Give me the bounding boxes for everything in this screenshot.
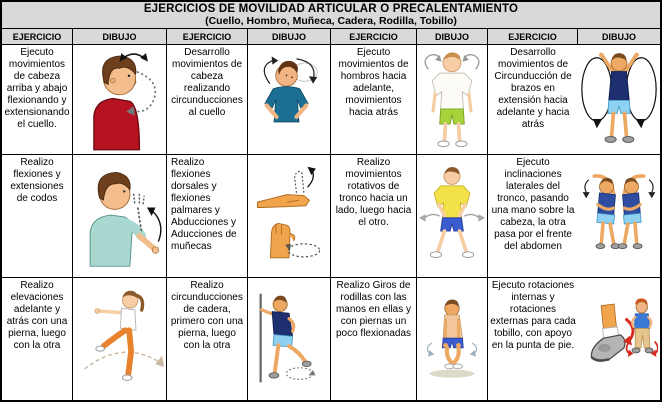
leg-elevation-drawing <box>73 278 167 400</box>
knee-rotation-drawing <box>417 278 488 400</box>
col-header-ejercicio-3: EJERCICIO <box>331 29 417 45</box>
head-flexion-drawing <box>73 45 167 155</box>
col-header-ejercicio-1: EJERCICIO <box>2 29 73 45</box>
col-header-dibujo-1: DIBUJO <box>73 29 167 45</box>
lateral-inclination-drawing <box>578 155 660 278</box>
lateral-inclination-icon <box>580 157 658 275</box>
shoulder-movement-drawing <box>417 45 488 155</box>
exercise-cell: Realizo Giros de rodillas con las manos en ellas y con piernas un poco flexionadas <box>331 278 417 400</box>
ankle-rotation-icon <box>580 280 658 398</box>
title-line1: EJERCICIOS DE MOVILIDAD ARTICULAR O PRECALENTAMIENTO <box>143 3 519 15</box>
exercise-cell: Desarrollo movimientos de cabeza realizando circunducciones al cuello <box>167 45 248 155</box>
wrist-flexion-icon <box>250 157 328 275</box>
elbow-flexion-drawing <box>73 155 167 278</box>
col-header-dibujo-4: DIBUJO <box>578 29 660 45</box>
exercise-cell: Ejecuto movimientos de cabeza arriba y abajo flexionando y extensionando el cuello. <box>2 45 73 155</box>
col-header-dibujo-3: DIBUJO <box>417 29 488 45</box>
exercise-cell: Desarrollo movimientos de Circunducción de brazos en extensión hacia adelante y hacia atrás <box>488 45 578 155</box>
shoulder-movement-icon <box>419 47 485 152</box>
neck-circumduction-drawing <box>248 45 331 155</box>
exercise-cell: Ejecuto inclinaciones laterales del tronco, pasando una mano sobre la cabeza, la otra pasa por el frente del abdomen <box>488 155 578 278</box>
trunk-rotation-drawing <box>417 155 488 278</box>
arm-circumduction-icon <box>580 47 658 152</box>
col-header-ejercicio-4: EJERCICIO <box>488 29 578 45</box>
exercise-cell: Realizo movimientos rotativos de tronco hacia un lado, luego hacia el otro. <box>331 155 417 278</box>
exercise-cell: Ejecuto rotaciones internas y rotaciones externas para cada tobillo, con apoyo en la punta de pie. <box>488 278 578 400</box>
exercise-cell: Realizo flexiones y extensiones de codos <box>2 155 73 278</box>
ankle-rotation-drawing <box>578 278 660 400</box>
exercise-cell: Realizo circunducciones de cadera, primero con una pierna, luego con la otra <box>167 278 248 400</box>
trunk-rotation-icon <box>419 157 485 275</box>
leg-elevation-icon <box>75 280 164 398</box>
exercise-cell: Ejecuto movimientos de hombros hacia adelante, movimientos hacia atrás <box>331 45 417 155</box>
elbow-flexion-icon <box>75 157 164 275</box>
wrist-flexion-drawing <box>248 155 331 278</box>
col-header-ejercicio-2: EJERCICIO <box>167 29 248 45</box>
col-header-dibujo-2: DIBUJO <box>248 29 331 45</box>
neck-circumduction-icon <box>250 47 328 152</box>
hip-circumduction-drawing <box>248 278 331 400</box>
head-flexion-icon <box>75 47 164 152</box>
title-line2: (Cuello, Hombro, Muñeca, Cadera, Rodilla, Tobillo) <box>205 15 457 27</box>
hip-circumduction-icon <box>250 280 328 398</box>
exercise-cell: Realizo elevaciones adelante y atrás con una pierna, luego con la otra <box>2 278 73 400</box>
knee-rotation-icon <box>419 280 485 398</box>
table-title <box>2 2 660 29</box>
exercise-cell: Realizo flexiones dorsales y flexiones palmares y Abducciones y Aducciones de muñecas <box>167 155 248 278</box>
arm-circumduction-drawing <box>578 45 660 155</box>
